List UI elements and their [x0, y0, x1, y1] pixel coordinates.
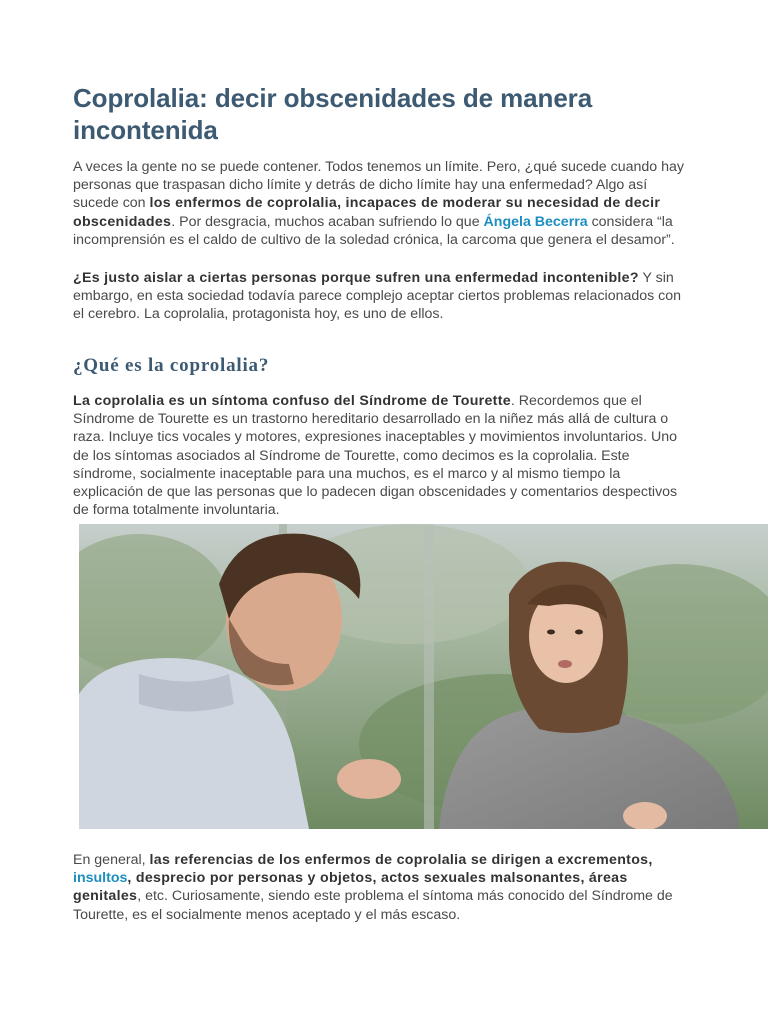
closing-bold-2: , desprecio por personas y objetos, actos sexuales malsonantes, áreas genitales: [73, 870, 628, 905]
article-photo: [79, 524, 768, 829]
definition-paragraph: [73, 392, 693, 519]
intro-bold-1: los enfermos de coprolalia, incapaces de moderar su necesidad de decir obscenidades: [73, 195, 661, 230]
closing-paragraph: [73, 851, 693, 924]
intro-paragraph: [73, 158, 693, 249]
question-text: Y sin embargo, en esta sociedad todavía parece complejo aceptar ciertos problemas relacionados con el cerebro. La coprolalia, protagonista hoy, es uno de ellos.: [73, 270, 682, 323]
intro-text-3: considera “la incomprensión es el caldo de cultivo de la soledad crónica, la carcoma que genera el desamor”.: [73, 213, 675, 248]
question-bold: ¿Es justo aislar a ciertas personas porque sufren una enfermedad incontenible?: [73, 270, 639, 286]
closing-bold-1: las referencias de los enfermos de coprolalia se dirigen a excrementos,: [149, 852, 653, 868]
section-heading: ¿Qué es la coprolalia?: [73, 355, 270, 376]
definition-bold: La coprolalia es un síntoma confuso del Síndrome de Tourette: [73, 393, 511, 409]
closing-text-1: En general,: [73, 852, 150, 868]
question-paragraph: [73, 269, 693, 324]
definition-text: . Recordemos que el Síndrome de Tourette es un trastorno hereditario desarrollado en la niñez más allá de cultura o raza. Incluye tics vocales y motores, expresiones inaceptables y movimientos involuntarios. Uno de los síntomas asociados al Síndrome de Tourette, como decimos es la coprolalia. Este síndrome, socialmente inaceptable para una muchos, es el marco y al mismo tiempo la explicación de que las personas que lo padecen digan obscenidades y comentarios despectivos de forma totalmente involuntaria.: [73, 393, 678, 519]
closing-text-2: , etc. Curiosamente, siendo este problema el síntoma más conocido del Síndrome de Tourette, es el socialmente menos aceptado y el más escaso.: [73, 888, 673, 923]
insultos-link[interactable]: insultos: [73, 870, 128, 887]
article-title: Coprolalia: decir obscenidades de manera incontenida: [73, 83, 593, 145]
couple-arguing-illustration: [79, 524, 768, 829]
angela-becerra-link[interactable]: Ángela Becerra: [483, 213, 588, 230]
intro-text-2: . Por desgracia, muchos acaban sufriendo lo que: [171, 213, 484, 230]
intro-text-1: A veces la gente no se puede contener. Todos tenemos un límite. Pero, ¿qué sucede cuando hay personas que traspasan dicho límite y detrás de dicho límite hay una enfermedad? Algo así sucede con: [73, 159, 684, 212]
